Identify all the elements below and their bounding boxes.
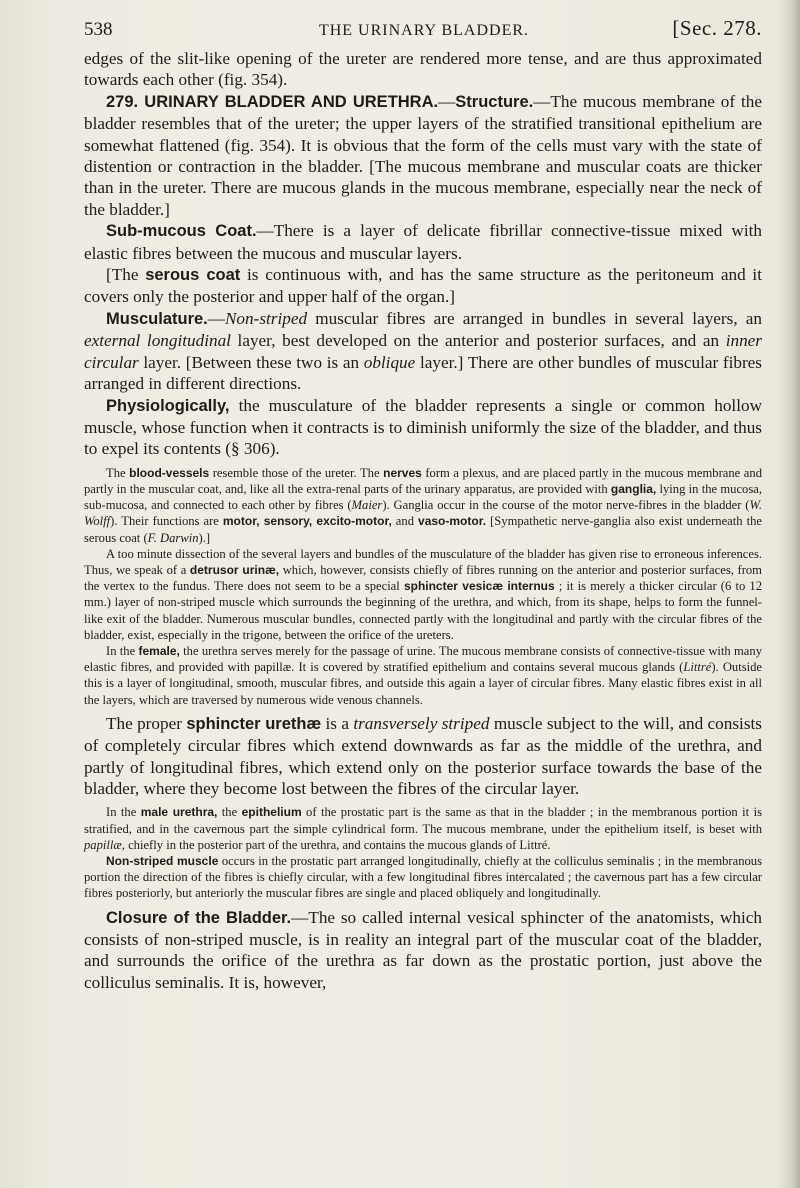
note-text: In the <box>106 805 141 820</box>
term-non-striped: Non-striped <box>224 308 308 328</box>
paragraph-serous <box>84 264 762 308</box>
paragraph-text: layer, best developed on the anterior and posterior surfaces, and an <box>230 331 726 351</box>
paragraph-text: —There is a layer of delicate fibrillar connective-tissue mixed with elastic fibres between the mucous and muscular layers. <box>84 221 762 263</box>
note-text: the <box>217 805 242 820</box>
paragraph-submucous <box>84 220 762 264</box>
paragraph-musculature <box>84 308 762 395</box>
term-blood-vessels: blood-vessels <box>129 465 210 480</box>
note-text: The <box>106 465 130 480</box>
paragraph-structure: 279. URINARY BLADDER AND URETHRA.—Structure.—The mucous membrane of the bladder resembles that of the ureter; the upper layers of the stratified transitional epithelium are somewhat flattened (fig. 354). It is obvious that the form of the cells must vary with the state of distention or contraction in the bladder. [The mucous membrane and muscular coats are thicker than in the ureter. There are mucous glands in the mucous membrane, especially near the neck of the bladder.] <box>84 91 762 219</box>
subsection-heading-structure: Structure. <box>455 92 534 111</box>
term-transversely-striped: transversely striped <box>353 713 490 733</box>
term-sphincter-urethrae: sphincter urethæ <box>186 714 322 733</box>
page-edge-shadow <box>778 0 800 1188</box>
citation-wolff: W. Wolff <box>84 498 762 529</box>
paragraph-sphincter-urethrae <box>84 713 762 800</box>
term-external-longitudinal: external longitudinal <box>84 331 231 351</box>
term-epithelium: epithelium <box>241 805 302 820</box>
paragraph-text: muscular fibres are arranged in bundles in several layers, an <box>307 308 762 328</box>
note-female-urethra <box>84 643 762 708</box>
paragraph-text: [The <box>106 265 146 285</box>
paragraph-closure <box>84 907 762 994</box>
note-text: lying in the mucosa, sub-mucosa, and connected to each other by fibres ( <box>84 481 762 513</box>
citation-maier: Maier <box>351 498 383 513</box>
term-nerves: nerves <box>383 465 422 480</box>
dash: — <box>207 308 225 328</box>
note-text: occurs in the prostatic part arranged longitudinally, chiefly at the colliculus seminalis ; in the membranous portion the direction of the fibres is chiefly circular, with a few longitudinal fibres intercalated ; the cavernous part has a few circular fibres posteriorly, but anteriorly the muscular fibres are single and placed obliquely and longitudinally. <box>84 854 762 901</box>
term-male-urethra: male urethra, <box>140 805 218 820</box>
note-text: resemble those of the ureter. The <box>209 465 384 480</box>
note-text: chiefly in the posterior part of the urethra, and contains the mucous glands of Littré. <box>124 837 551 852</box>
paragraph-text: is a <box>321 713 354 733</box>
paragraph-text: muscle subject to the will, and consists of completely circular fibres which extend downwards as far as the middle of the urethra, and partly of longitudinal fibres, which extend only on the posterior surface towards the base of the bladder, where they become lost between the fibres of the circular layer. <box>84 713 762 798</box>
term-female: female, <box>138 643 180 658</box>
paragraph-text: —The mucous membrane of the bladder resembles that of the ureter; the upper layers of the stratified transitional epithelium are somewhat flattened (fig. 354). It is obvious that the form of the cells must vary with the state of distention or contraction in the bladder. [The mucous membrane and muscular coats are thicker than in the ureter. There are mucous glands in the mucous membrane, especially near the neck of the bladder.] <box>84 91 762 219</box>
note-text: ).] <box>198 530 211 545</box>
term-non-striped-muscle: Non-striped muscle <box>106 854 219 868</box>
heading-physiologically: Physiologically, <box>106 396 230 415</box>
term-detrusor-urinae: detrusor urinæ, <box>189 562 280 577</box>
citation-littre: Littré <box>683 660 712 675</box>
note-text: of the prostatic part is the same as that in the bladder ; in the membranous portion it is stratified, and in the cavernous part the simple cylindrical form. The mucous membrane, under the epithelium itself, is beset with <box>84 805 762 836</box>
note-text: which, however, consists chiefly of fibres running on the anterior and posterior surfaces, from the vertex to the fundus. There does not seem to be a special <box>84 562 762 594</box>
term-sphincter-vesicae: sphincter vesicæ internus <box>403 579 555 594</box>
term-papillae: papillæ, <box>84 837 125 852</box>
note-text: the urethra serves merely for the passage of urine. The mucous membrane consists of connective-tissue with many elastic fibres, and provided with papillæ. It is covered by stratified epithelium and contains several mucous glands ( <box>84 643 762 675</box>
note-text: A too minute dissection of the several layers and bundles of the musculature of the bladder has given rise to erroneous inferences. Thus, we speak of a <box>84 546 762 577</box>
heading-closure-of-bladder: Closure of the Bladder. <box>106 908 292 927</box>
section-label: [Sec. 278. <box>672 16 762 40</box>
page-number: 538 <box>84 19 113 40</box>
running-title: THE URINARY BLADDER. <box>318 22 530 39</box>
note-text: form a plexus, and are placed partly in the mucous membrane and partly in the muscular coat, and, like all the extra-renal parts of the urinary apparatus, are provided with <box>84 465 762 496</box>
paragraph-physiology <box>84 395 762 460</box>
running-header <box>84 16 762 48</box>
note-text: ). Outside this is a layer of longitudinal, smooth, muscular fibres, and outside this again a layer of circular fibres. Many elastic fibres exist in all the layers, which are traversed by numerous wide venous channels. <box>84 660 762 707</box>
paragraph-text: layer.] There are other bundles of muscular fibres arranged in different directions. <box>84 352 762 394</box>
note-text: ; it is merely a thicker circular (6 to 12 mm.) layer of non-striped muscle which surrounds the beginning of the urethra, and which, from its shape, helps to form the funnel-like exit of the bladder. Numerous muscular bundles, connected partly with the longitudinal and partly with the circular fibres of the bladder, exist, especially in the trigone, between the orifice of the ureters. <box>84 579 762 642</box>
term-oblique: oblique <box>363 352 416 372</box>
heading-serous-coat: serous coat <box>145 266 241 285</box>
note-male-urethra <box>84 804 762 853</box>
paragraph-text: layer. [Between these two is an <box>138 352 364 372</box>
paragraph-text: —The so called internal vesical sphincter of the anatomists, which consists of non-striped muscle, is in reality an integral part of the muscular coat of the bladder, and surrounds the orifice of the urethra as far down as the prostatic portion, just above the colliculus seminalis. It is, however, <box>84 907 762 992</box>
section-heading: 279. URINARY BLADDER AND URETHRA. <box>106 92 439 111</box>
heading-musculature: Musculature. <box>106 309 208 328</box>
term-ganglia: ganglia, <box>610 481 657 496</box>
term-inner-circular: inner circular <box>84 331 762 372</box>
paragraph-text: is continuous with, and has the same structure as the peritoneum and it covers only the posterior and upper half of the organ.] <box>84 265 762 307</box>
note-dissection <box>84 546 762 643</box>
paragraph-continuation: edges of the slit-like opening of the ureter are rendered more tense, and are thus approximated towards each other (fig. 354). <box>84 49 762 90</box>
note-text: ). Their functions are <box>110 514 223 529</box>
citation-darwin: F. Darwin <box>147 530 199 545</box>
note-non-striped-muscle <box>84 853 762 902</box>
paragraph-text: The proper <box>106 713 187 733</box>
note-text: ). Ganglia occur in the course of the motor nerve-fibres in the bladder ( <box>382 498 750 513</box>
note-text: [Sympathetic nerve-ganglia also exist underneath the serous coat ( <box>84 514 762 545</box>
note-blood-vessels <box>84 465 762 546</box>
heading-submucous-coat: Sub-mucous Coat. <box>106 222 257 241</box>
paragraph-text: the musculature of the bladder represents a single or common hollow muscle, whose function when it contracts is to diminish uniformly the size of the bladder, and thus to expel its contents (§ 306). <box>84 395 762 459</box>
note-text: In the <box>106 643 139 658</box>
term-vaso-motor: vaso-motor. <box>418 514 487 529</box>
term-functions: motor, sensory, excito-motor, <box>222 514 392 529</box>
note-text: and <box>391 514 419 529</box>
